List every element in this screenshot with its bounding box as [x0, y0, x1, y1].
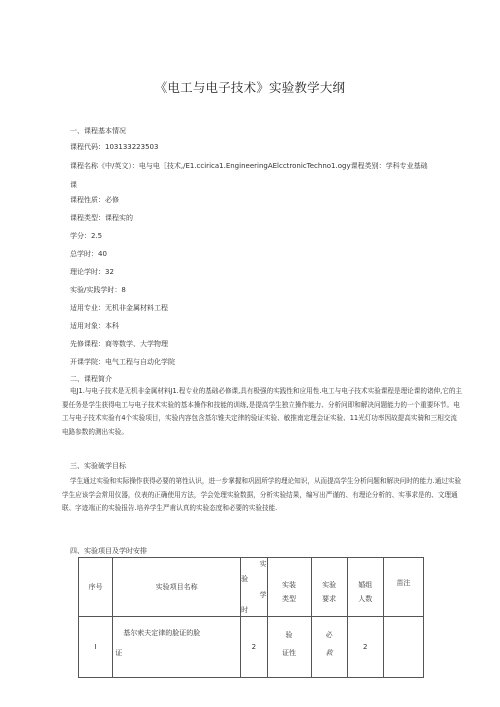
info-line-prerequisites: 先修课程：商等数学、大学物理: [70, 340, 168, 348]
section-3-paragraph: 学生通过实验和实际操作获得必要的第性认识，进一步掌握和巩固所学的理论知识，从而提高学生分析问题和解决问时的能力.通过实验学生应该学会常用仪器，仪表的正确使用方法，学会处理实验数据，分析实验结果，编写出严谨的、有理论分析的、实事求是的、文理通联、字迹端正的实验报告.培养学生严甫认真的实验态度和必要的实验技能.: [62, 477, 462, 512]
header-group-b: 人数: [358, 595, 373, 603]
info-line-course-name-cont: 课: [70, 181, 77, 189]
header-hours-c: 时: [241, 605, 249, 614]
header-req-a: 实验: [322, 581, 337, 589]
header-name: 实验项目名称: [113, 558, 241, 617]
schedule-table: [78, 557, 424, 678]
header-hours-b: 学: [259, 590, 267, 599]
section-1-heading: 一、课程基本情况: [70, 127, 126, 135]
row-1-req: [311, 617, 347, 678]
row-1-type-a: 验: [285, 631, 293, 639]
info-line-course-code: 课程代码：103133223503: [70, 143, 159, 151]
row-1-hours: 2: [241, 617, 267, 678]
row-1-name-b: 证: [115, 649, 123, 657]
header-hours-a: 验: [241, 575, 249, 584]
row-1-name: [113, 617, 241, 678]
section-2-paragraph: 电J1.与电子技术是无机非金属材料J1.程专业的基础必修课,具有极强的实践性和应用性.电工与电子技术实验课程是理论课的诸伸,它的主要任务是学生获得电工与电子技术实验的基本操作和技能的训练,是提高学生独立操作能力、分析问即和解决问题能力的一个重要环节。电工与电子技术实验有4个实验项目，实验内容包含基尔锥夫定律的验证实验、敏推南定理会证实验、11光灯功率因故提高实骑和三相交流电路参数的测出实验。: [62, 387, 463, 436]
section-4-heading: 四、实验项目及学时安排: [70, 547, 147, 555]
header-hours: [241, 558, 267, 617]
row-1-note: [383, 617, 423, 678]
header-seq: 序号: [79, 558, 113, 617]
info-line-course-nature: 课程性质：必修: [70, 196, 119, 204]
header-type-b: 类型: [282, 595, 297, 603]
header-note: 苗注: [383, 558, 423, 617]
row-1-req-a: 必: [325, 631, 333, 639]
row-1-type: [267, 617, 311, 678]
row-1-type-b: 证性: [282, 649, 297, 657]
table-header-row: [79, 558, 424, 617]
header-type: [267, 558, 311, 617]
info-line-total-hours: 总学时：40: [70, 250, 107, 258]
row-1-req-b: 救: [325, 649, 333, 657]
header-hours-top: 实: [259, 560, 267, 568]
info-line-course-type: 课程类型：课程实的: [70, 214, 133, 222]
info-line-credits: 学分：2.5: [70, 232, 103, 240]
row-1-group: 2: [347, 617, 383, 678]
info-line-major: 适用专业：无机非金属材料工程: [70, 304, 168, 312]
info-line-theory-hours: 理论学时：32: [70, 268, 114, 276]
header-group: [347, 558, 383, 617]
header-hours-stack: [241, 559, 266, 615]
row-1-seq: I: [79, 617, 113, 678]
info-line-college: 开课学院：电气工程与自动化学院: [70, 358, 175, 366]
info-line-audience: 适用对象：本科: [70, 322, 119, 330]
header-req-b: 要求: [322, 595, 337, 603]
section-2-heading: 二、课程简介: [70, 375, 112, 383]
header-group-a: 婚组: [358, 581, 373, 589]
header-type-a: 实装: [282, 581, 297, 589]
document-title: 《电工与电子技术》实验教学大纲: [154, 80, 346, 95]
header-req: [311, 558, 347, 617]
section-3-heading: 三、实验破学目标: [70, 462, 126, 470]
row-1-name-a: 基尔索夫定律的脸证的脸: [123, 629, 201, 637]
table-row: [79, 617, 424, 678]
info-line-course-name: 课程名称《中/英文）：电与电［技术,/E1.ccirica1.EngineeringAElcctronicTechno1.ogy课程类别：学科专业基础: [70, 162, 428, 170]
info-line-lab-hours: 实验/实践学时：8: [70, 286, 126, 294]
